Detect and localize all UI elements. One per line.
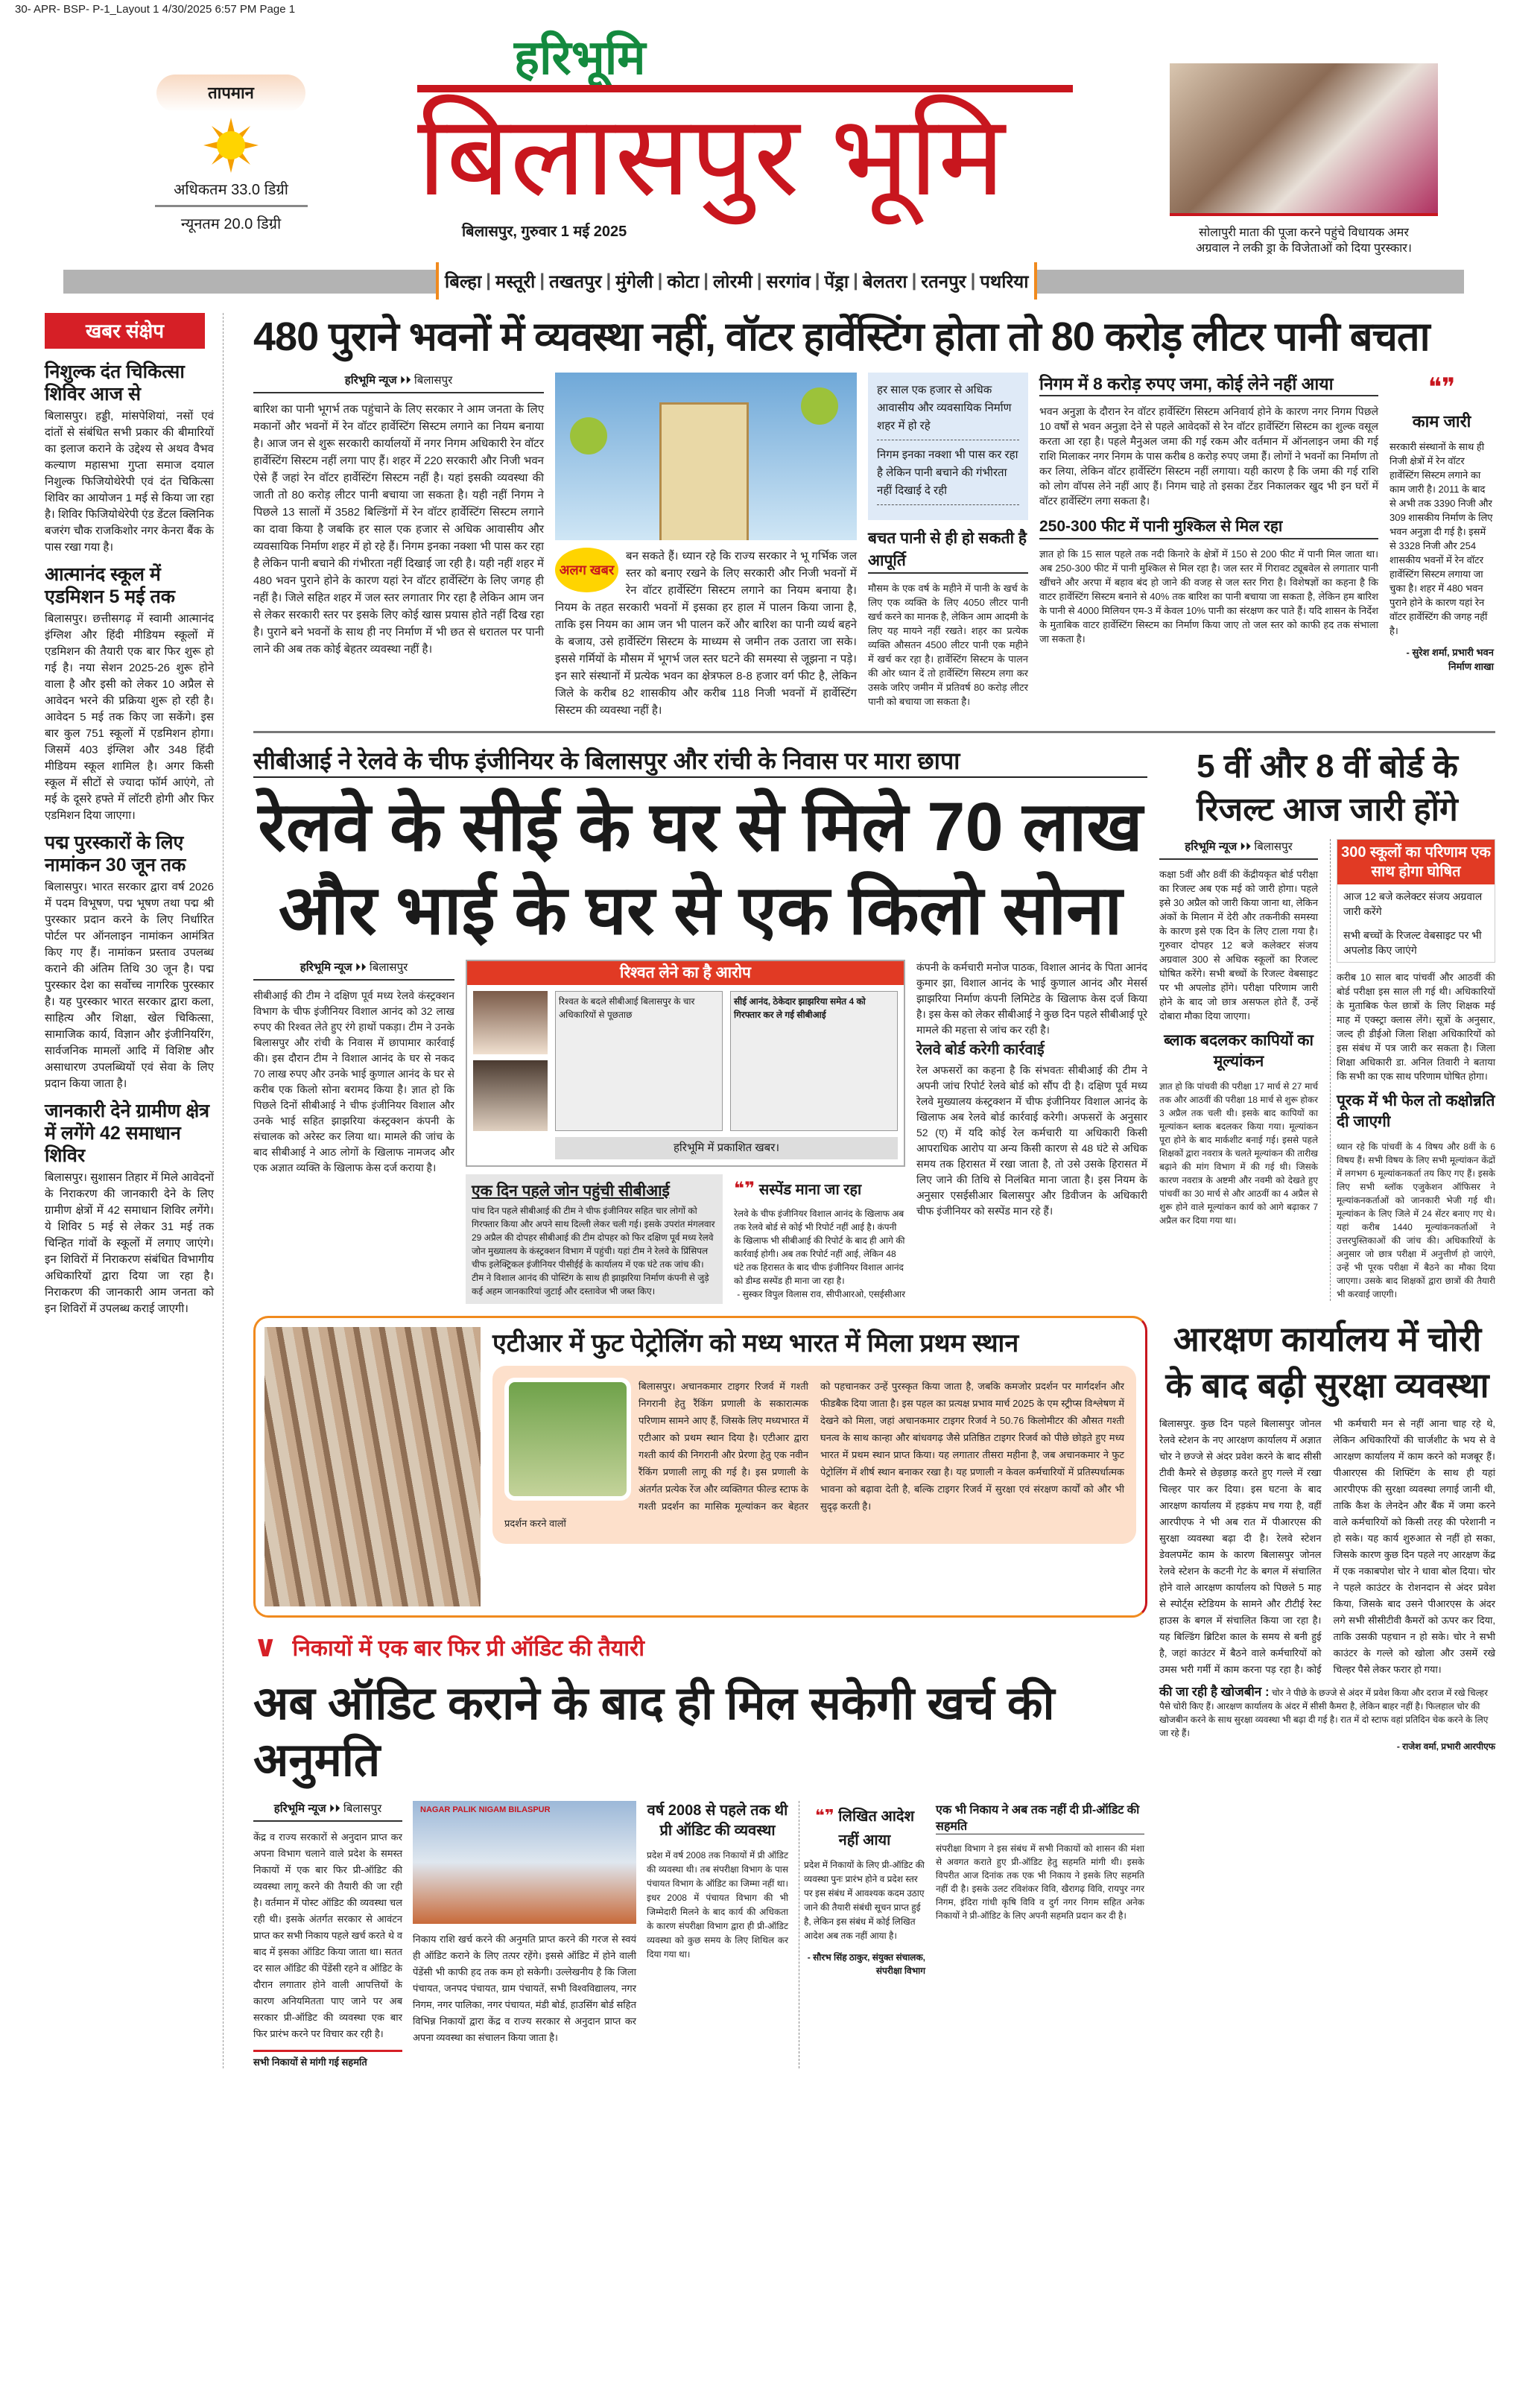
separator: |	[853, 270, 858, 291]
quote-signature: - सुस्कर विपुल विलास राव, सीपीआरओ, एसईसीआर	[737, 1289, 905, 1299]
separator: |	[657, 270, 663, 291]
byline-source: हरिभूमि न्यूज	[1185, 840, 1238, 853]
quote-text: सरकारी संस्थानों के साथ ही निजी क्षेत्रों में रेन वॉटर हार्वेस्टिंग सिस्टम लगाने का काम जारी है। 2011 के बाद से अभी तक 3390 निजी और 309 शासकीय निर्माण के लिए भवन अनुज्ञा दी गई है। इसमें से 3328 निजी और 254 शासकीय भवनों में रेन वॉटर हार्वेस्टिंग सिस्टम लगाया जा चुका है। शहर में 480 भवन पुराने होने के कारण यहां रेन वॉटर हार्वेस्टिंग की जगह नहीं है।	[1390, 441, 1493, 636]
town-link[interactable]: सरगांव	[766, 271, 811, 292]
story-box	[492, 1366, 1136, 1544]
story-column	[936, 1801, 1144, 2068]
story-column	[1330, 839, 1495, 1301]
sun-icon	[203, 118, 259, 173]
box-title: रिश्वत लेने का है आरोप	[467, 961, 904, 985]
brief-title: पद्म पुरस्कारों के लिए नामांकन 30 जून तक	[45, 832, 186, 875]
article-text: सीबीआई की टीम ने दक्षिण पूर्व मध्य रेलवे कंस्ट्रक्शन विभाग के चीफ इंजीनियर विशाल आनंद को 32 लाख रुपए की रिश्वत लेते हुए रंगे हाथों पकड़ा। टीम ने उनके बिलासपुर और रांची के निवास में छापामार कार्रवाई की। इस दौरान टीम ने विशाल आनंद के घर से नकद 70 लाख रुपए और उनके भाई कुणाल आनंद के घर से करीब एक किलो सोना बरामद किया है। ज्ञात हो कि पिछले दिनों सीबीआई ने चीफ इंजीनियर विशाल और उनके भाई सहित झाझरिया कंस्ट्रक्शन कंपनी के संचालक को अरेस्ट कर लिया था। मामले की जांच के बाद सीबीआई ने आठ लोगों के खिलाफ नामजद और एक अज्ञात व्यक्ति के खिलाफ केस दर्ज कराया है।	[253, 989, 454, 1174]
story-column	[413, 1801, 636, 2068]
subhead: वर्ष 2008 से पहले तक थी प्री ऑडिट की व्यवस्था	[647, 1802, 788, 1839]
headline-line: रेलवे के सीई के घर से मिले 70 लाख	[258, 789, 1143, 865]
quote-icon: ❝❞	[734, 1179, 755, 1199]
story-column	[253, 1801, 402, 2068]
article-text: रेल अफसरों का कहना है कि संभवतः सीबीआई की टीम ने अपनी जांच रिपोर्ट रेलवे बोर्ड को सौंप दी है। दक्षिण पूर्व मध्य रेलवे मुख्यालय कंस्ट्रक्शन में चीफ इंजीनियर विशाल आनंद के खिलाफ अब रेलवे बोर्ड कार्रवाई करेगी। अफसरों के अनुसार 52 (ए) में यदि कोई रेल कर्मचारी या अधिकारी किसी आपराधिक आरोप या अन्य किसी कारण से 48 घंटे से अधिक समय तक हिरासत में रखा जाता है, तो उसे उसके हिरासत में लिए जाने की तिथि से निलंबित माना जाता है। इस नियम के अनुसार एसईसीआर बिलासपुर और डिवीजन के अधिकारी चीफ इंजीनियर को सस्पेंड मान रहे हैं।	[916, 1064, 1147, 1217]
story-column	[1039, 373, 1378, 719]
masthead	[417, 30, 1118, 241]
forest-patrol-photo	[264, 1327, 481, 1606]
quote-title	[804, 1801, 925, 1851]
article-block	[555, 548, 857, 719]
quote-title: की जा रही है खोजबीन :	[1159, 1685, 1270, 1699]
subhead: निगम में 8 करोड़ रुपए जमा, कोई लेने नहीं आया	[1039, 373, 1378, 396]
story-columns	[1159, 839, 1495, 1301]
quote-box	[1159, 1685, 1495, 1753]
brief-title: निशुल्क दंत चिकित्सा शिविर आज से	[45, 361, 185, 405]
cbi-story	[253, 745, 1147, 1304]
town-link[interactable]: लोरमी	[713, 271, 752, 292]
brand-logo: हरिभूमि	[514, 31, 646, 84]
story-columns	[253, 1801, 1147, 2068]
edition-date: बिलासपुर, गुरुवार 1 मई 2025	[462, 224, 627, 240]
lower-left	[253, 1316, 1147, 2068]
article-text: केंद्र व राज्य सरकारों से अनुदान प्राप्त कर अपना विभाग चलाने वाले प्रदेश के समस्त निकायों में एक बार फिर प्री-ऑडिट की व्यवस्था लागू करने की तैयारी की जा रही है। वर्तमान में पोस्ट ऑडिट की व्यवस्था चल रही थी। इसके अंतर्गत सरकार से आवंटन प्राप्त कर सभी निकाय पहले खर्च करते थे व बाद में इसका ऑडिट किया जाता था। सतत दर साल ऑडिट की पेंडेंसी रहने व ऑडिट के दौरान लगातार होने वाली आपत्तियों के कारण अनियमितता पाए जाने पर अब सरकार प्री-ऑडिट की व्यवस्था एक बार फिर प्रारंभ करने पर विचार कर रही है।	[253, 1831, 402, 2039]
subhead: पूरक में भी फेल तो कक्षोन्नति दी जाएगी	[1337, 1092, 1495, 1130]
front-photo-block	[1170, 63, 1438, 256]
highlights-box	[868, 373, 1028, 520]
article-text: बारिश का पानी भूगर्भ तक पहुंचाने के लिए सरकार ने आम जनता के लिए मकानों और भवनों में रेन वॉटर हार्वेस्टिंग सिस्टम लगाने का नियम बनाया है। आज जन से शुरू सरकारी कार्यालयों में नगर निगम अधिकारी रेन वॉटर हार्वेस्टिंग सिस्टम नहीं लगा पाए हैं। शहर में 220 सरकारी और निजी भवन ऐसे हैं जहां रेन वॉटर हार्वेस्टिंग सिस्टम नहीं है। यहां इसकी व्यवस्था की जाती तो 80 करोड़ लीटर पानी बचाया जा सकता है। यही नहीं निगम ने पिछले 13 सालों में 3582 बिल्डिंगों में रेन वॉटर हार्वेस्टिंग सिस्टम लगाने का दावा किया है जबकि हर साल एक हजार से अधिक आवासीय और व्यवसायिक निर्माण शहर में हो रहे हैं। निगम इनका नक्शा भी पास कर रहा है लेकिन पानी बचाने की गंभीरता नहीं दिखाई जा रही है। यही नहीं शहर में 480 भवन पुराने होने के कारण यहां रेन वॉटर हार्वेस्टिंग के लिए जगह ही नहीं है। जिले सहित शहर में जल स्तर लगातार गिर रहा है लेकिन आम जन से लेकर सरकारी स्तर पर इसके लिए कोई खास प्रयास होते नहीं दिख रहा है। पुराने बने भवनों के साथ ही नए निर्माण में भी छत से धरातल पर पानी लाने की अब तक कोई बेहतर व्यवस्था नहीं है।	[253, 403, 544, 656]
highlights-box	[1337, 839, 1495, 963]
article-text: कंपनी के कर्मचारी मनोज पाठक, विशाल आनंद के पिता आनंद कुमार झा, विशाल आनंद के भाई कुणाल आनंद और मेसर्स झाझरिया निर्माण कंपनी लिमिटेड के खिलाफ केस दर्ज किया है। इस केस को लेकर सीबीआई ने कुछ दिन पहले सीबीआई पूरे मामले की महत्ता से जांच कर रही है।	[916, 961, 1147, 1036]
article-text: संपरीक्षा विभाग ने इस संबंध में सभी निकायों को शासन की मंशा से अवगत कराते हुए प्री-ऑडिट हेतु सहमति मांगी थी। इसके विपरीत आज दिनांक तक एक भी निकाय ने इसके लिए सहमति नहीं दी है। इसके उलट रविशंकर विवि, खैरागढ़ विवि, रायपुर नगर निगम, इंदिरा गांधी कृषि विवि व दुर्ग नगर निगम सहित अनेक निकायों ने प्री-ऑडिट के लिए अपनी सहमति प्रदान कर दी है।	[936, 1843, 1144, 1921]
brief-title: आत्मानंद स्कूल में एडमिशन 5 मई तक	[45, 564, 175, 607]
headline	[253, 785, 1147, 952]
building-sign: NAGAR PALIK NIGAM BILASPUR	[420, 1805, 551, 1814]
quote-box	[734, 1174, 905, 1304]
town-link[interactable]: मुंगेली	[615, 271, 653, 292]
news-clipping: रिश्वत के बदले सीबीआई बिलासपुर के चार अधिकारियों से पूछताछ	[555, 991, 723, 1131]
weather-title: तापमान	[156, 75, 305, 112]
quote-signature: - सौरभ सिंह ठाकुर, संयुक्त संचालक, संपरीक्षा विभाग	[807, 1952, 925, 1976]
article-text: ज्ञात हो कि पांचवी की परीक्षा 17 मार्च से 27 मार्च तक और आठवीं की परीक्षा 18 मार्च से शुरू होकर 3 अप्रैल तक चली थी। इसके बाद कापियों का मूल्यांकन ब्लाक बदलकर किया गया। मूल्यांकन पूरा होने के बाद मार्कशीट बनाई गई। इससे पहले शिक्षकों द्वारा नवरात्र के चलते मूल्यांकन की तारीख बढ़ाने की मांग विभाग में की गई थी। जिसके कारण नवरात्र के अष्टमी और नवमी को देखते हुए पांचवीं का 30 मार्च से और आठवीं का 4 अप्रैल से शुरू होने वाले मूल्यांकन कार्य को आगे बढ़ाकर 7 अप्रैल कर दिया गया था।	[1159, 1081, 1318, 1226]
lead-headline: 480 पुराने भवनों में व्यवस्था नहीं, वॉटर हार्वेस्टिंग होता तो 80 करोड़ लीटर पानी बचता	[253, 314, 1430, 359]
town-link[interactable]: बिल्हा	[445, 271, 482, 292]
kicker: निकायों में एक बार फिर प्री ऑडिट की तैयारी	[292, 1635, 645, 1661]
badge: अलग खबर	[555, 548, 618, 592]
clipping-caption: हरिभूमि में प्रकाशित खबर।	[555, 1137, 898, 1159]
front-photo	[1170, 63, 1438, 216]
box-title: 300 स्कूलों का परिणाम एक साथ होगा घोषित	[1337, 840, 1495, 884]
byline-place: बिलासपुर	[343, 1802, 382, 1815]
article-text: बन सकते हैं। ध्यान रहे कि राज्य सरकार ने भू गर्भिक जल स्तर को बनाए रखने के लिए सरकारी और निजी भवनों में रेन वॉटर हार्वेस्टिंग सिस्टम लगाने का नियम बनाया है। नियम के तहत सरकारी भवनों में इसका हर हाल में पालन किया जाना है, ताकि इस नियम का आम जन भी पालन करें और बारिश का पानी व्यर्थ बहने के बजाय, उसे हार्वेस्टिंग सिस्टम के माध्यम से जमीन तक उतारा जा सके। इससे गर्मियों के मौसम में भूगर्भ जल स्तर घटने की समस्या से जूझना न पड़े। इन सारे संस्थानों में प्रत्येक भवन का क्षेत्रफल 8-8 हजार वर्ग फीट है, लेकिन जिले के करीब 82 शासकीय और करीब 118 निजी भवनों में हार्वेस्टिंग सिस्टम की व्यवस्था नहीं है।	[555, 550, 857, 717]
weather-box	[153, 75, 309, 233]
max-temperature: अधिकतम 33.0 डिग्री	[174, 182, 288, 198]
separator: |	[703, 270, 709, 291]
reserve-gate-photo	[504, 1378, 631, 1501]
separator: |	[911, 270, 917, 291]
building-illustration	[555, 373, 857, 540]
story-column	[1159, 839, 1318, 1301]
byline: हरिभूमि न्यूज ⏵⏵ बिलासपुर	[1159, 839, 1318, 860]
article-text: बिलासपुर। अचानकमार टाइगर रिजर्व में गश्ती निगरानी हेतु रैंकिंग प्रणाली के सकारात्मक परिणाम सामने आए हैं, जिसके लिए मध्यभारत में एटीआर को प्रथम स्थान दिया है। एटीआर द्वारा गश्ती कार्य की निगरानी और प्रेरणा हेतु एक नवीन रैंकिंग प्रणाली लागू की गई है। इस प्रणाली के अंतर्गत प्रत्येक रेंज और व्यक्तिगत फील्ड स्टाफ के गश्ती प्रदर्शन का मासिक मूल्यांकन कर बेहतर प्रदर्शन करने वालों	[504, 1381, 808, 1529]
quote-icon: ❝❞	[814, 1806, 834, 1825]
quote-text: चोर ने पीछे के छज्जे से अंदर में प्रवेश किया और दराज में रखे चिल्हर पैसे चोरी किए हैं। आरक्षण कार्यालय के अंदर में सीसी कैमरा है, लेकिन बाहर नहीं है। फिलहाल चोर की खोजबीन करने के साथ सुरक्षा व्यवस्था भी बढ़ा दी गई है। रात में दो स्टाफ वहां प्रतिदिन चेक करने के लिए जा रहे हैं।	[1159, 1688, 1489, 1738]
byline-source: हरिभूमि न्यूज	[300, 961, 352, 974]
page-body	[0, 305, 1540, 2098]
article-text: मौसम के एक वर्ष के महीने में पानी के खर्च के लिए एक व्यक्ति के लिए 4050 लीटर पानी खर्च करने का मानक है, लेकिन आम आदमी के लिए यह मायने नहीं रखते। शहर का प्रत्येक व्यक्ति औसतन 4500 लीटर पानी एक महीने में खर्च कर रहा है। हार्वेस्टिंग सिस्टम के पालन की ओर ध्यान दें तो हार्वेस्टिंग सिस्टम लगा कर उसके जरिए जमीन में प्रतिवर्ष 80 करोड़ लीटर पानी को बचाया जा सकता है।	[868, 583, 1028, 707]
lower-row	[253, 1316, 1495, 2068]
town-link[interactable]: रतनपुर	[921, 271, 966, 292]
brief-text: बिलासपुर। सुशासन तिहार में मिले आवेदनों के निराकरण की जानकारी देने के लिए ग्रामीण क्षेत्रों में 42 समाधान शिविर लगेंगे। ये शिविर 5 मई से लेकर 31 मई तक चिन्हित गांवों के स्कूलों में लगाए जाएंगे। इन शिविरों में निराकरण संबंधित विभागीय अधिकारियों द्वारा दिया जा रहा है। निराकरण की जानकारी आम जनता को इन शिविरों में उपलब्ध कराई जाएगी।	[45, 1171, 214, 1315]
quote-title: सस्पेंड माना जा रहा	[758, 1182, 862, 1198]
pull-point: सभी निकायों से मांगी गई सहमति	[253, 2050, 402, 2068]
photo-caption: सोलापुरी माता की पूजा करने पहुंचे विधायक अमर अग्रवाल ने लकी ड्रा के विजेताओं को दिया पुरस्कार।	[1196, 227, 1412, 255]
highlight-item: आज 12 बजे कलेक्टर संजय अग्रवाल जारी करेंगे	[1343, 890, 1483, 917]
story-column	[647, 1801, 788, 2068]
brief-title: जानकारी देने ग्रामीण क्षेत्र में लगेंगे 42 समाधान शिविर	[45, 1101, 210, 1166]
clipping-box	[466, 960, 905, 1167]
separator: |	[539, 270, 545, 291]
headline: अब ऑडिट कराने के बाद ही मिल सकेगी खर्च की अनुमति	[253, 1678, 1055, 1786]
article-text: ज्ञात हो कि 15 साल पहले तक नदी किनारे के क्षेत्रों में 150 से 200 फीट में पानी मिल जाता था। अब 250-300 फीट में पानी मुश्किल से मिल रहा है। जल स्तर में गिरावट ट्यूबवेल से लगातार पानी खींचने और अरपा में बहाव बंद हो जाने की वजह से जल स्तर गिरा है। विशेषज्ञों का कहना है कि वाटर हार्वेस्टिंग सिस्टम बनाने से 40% तक बारिश का पानी बचाया जा सकता है, लेकिन हम बारिश के पानी से 4000 मिलियन एम-3 में केवल 10% पानी का संरक्षण कर पाते हैं। यदि शासन के निर्देश के मुताबिक वाटर हार्वेस्टिंग सिस्टम का निर्माण किया जाए तो जल स्तर को काफी हद तक संभाला जा सकता है।	[1039, 548, 1378, 645]
quote-text: रेलवे के चीफ इंजीनियर विशाल आनंद के खिलाफ अब तक रेलवे बोर्ड से कोई भी रिपोर्ट नहीं आई है। कंपनी के खिलाफ भी सीबीआई की रिपोर्ट के बाद ही आगे की कार्रवाई होगी। अब तक रिपोर्ट नहीं आई, लेकिन 48 घंटे तक हिरासत के बाद चीफ इंजीनियर विशाल आनंद को डीम्ड सस्पेंड ही माना जा रहा है।	[734, 1209, 905, 1286]
byline: हरिभूमि न्यूज ⏵⏵ बिलासपुर	[253, 960, 454, 981]
headline-line: और भाई के घर से एक किलो सोना	[278, 873, 1123, 949]
article-text: करीब 10 साल बाद पांचवीं और आठवीं की बोर्ड परीक्षा इस साल ली गई थी। अधिकारियों के मुताबिक फेल छात्रों के लिए शिक्षक मई माह में एक्स्ट्रा क्लास लेंगे। सूत्रों के अनुसार, जल्द ही डीईओ जिला शिक्षा अधिकारियों को इस संबंध में पत्र जारी कर सकता है। जिला शिक्षा अधिकारी डा. अनिल तिवारी ने बताया कि सभी का एक साथ परिणाम घोषित होगा।	[1337, 972, 1495, 1082]
story-frame	[253, 1316, 1147, 1618]
article-text: ध्यान रहे कि पांचवीं के 4 विषय और 8वीं के 6 विषय हैं। सभी विषय के लिए सभी मूल्यांकन केंद्रों में लगभग 6 मूल्यांकनकर्ता तय किए गए हैं। इसके लिए सभी ब्लॉक एजुकेशन ऑफिसर ने मूल्यांकनकर्ताओं को जानकारी भेजी गई थी। मूल्यांकन के लिए जिले में 24 सेंटर बनाए गए थे। यहां करीब 1440 मूल्यांकनकर्ताओं ने उत्तरपुस्तिकाओं की जांच की। अधिकारियों के अनुसार जो छात्र परीक्षा में अनुत्तीर्ण हो जाएंगे, उन्हें भी पूरक परीक्षा में बैठने का मौका दिया जाएगा। उसके बाद शिक्षकों द्वारा छात्रों की तैयारी भी करवाई जाएगी।	[1337, 1141, 1495, 1299]
quote-title: काम जारी	[1412, 412, 1471, 431]
article-text: प्रदेश में वर्ष 2008 तक निकायों में प्री ऑडिट की व्यवस्था थी। तब संपरीक्षा विभाग के पास पंचायत विभाग के ऑडिट का जिम्मा नहीं था। इधर 2008 में पंचायत विभाग की भी जिम्मेदारी मिलने के बाद कार्य की अधिकता के कारण संपरीक्षा विभाग द्वारा ही प्री-ऑडिट व्यवस्था को कुछ समय के लिए शिथिल कर दिया गया था।	[647, 1850, 788, 1960]
masthead-title: बिलासपुर भूमि	[417, 93, 1005, 218]
article-text: कक्षा 5वीं और 8वीं की केंद्रीयकृत बोर्ड परीक्षा का रिजल्ट अब एक मई को जारी होगा। पहले इसे 30 अप्रैल को जारी किया जाना था, लेकिन अंकों के मिलान में देरी और तकनीकी समस्या के कारण इसे एक दिन के लिए टाला गया है। गुरुवार दोपहर 12 बजे कलेक्टर संजय अग्रवाल 300 से अधिक स्कूलों का रिजल्ट घोषित करेंगे। सभी बच्चों के रिजल्ट वेबसाइट पर भी अपलोड होंगे। परीक्षा परिणाम जारी होने के बाद जो छात्र असफल होते हैं, उन्हें दोबारा मौका दिया जाएगा।	[1159, 869, 1318, 1022]
headline: एटीआर में फुट पेट्रोलिंग को मध्य भारत में मिला प्रथम स्थान	[492, 1329, 1019, 1358]
main-content	[253, 313, 1495, 2068]
print-slug: 30- APR- BSP- P-1_Layout 1 4/30/2025 6:57 PM Page 1	[15, 3, 296, 16]
town-link[interactable]: तखतपुर	[549, 271, 602, 292]
story-column	[868, 373, 1028, 719]
byline-place: बिलासपुर	[1254, 840, 1293, 853]
town-nav	[436, 262, 1037, 300]
byline-place: बिलासपुर	[369, 961, 408, 974]
sidebar-text: पांच दिन पहले सीबीआई की टीम ने चीफ इंजीनियर सहित चार लोगों को गिरफ्तार किया और अपने साथ दिल्ली लेकर चली गई। इसके उपरांत मंगलवार 29 अप्रैल की दोपहर सीबीआई की टीम दोपहर को फिर दक्षिण पूर्व मध्य रेलवे जोन मुख्यालय के कंस्ट्रक्शन विभाग में पहुंची। यहां टीम ने रेलवे के प्रिंसिपल चीफ इलेक्ट्रिकल इंजीनियर पीसीईई के कार्यालय में एक घंटे तक जांच की। टीम ने विशाल आनंद की पोस्टिंग के साथ ही झाझरिया निर्माण कंपनी से जुड़े कई अहम जानकारियां जुटाई और दस्तावेज भी जब्त किए।	[472, 1206, 715, 1296]
headline: आरक्षण कार्यालय में चोरी के बाद बढ़ी सुरक्षा व्यवस्था	[1165, 1320, 1489, 1405]
story-column	[253, 960, 454, 1304]
quote-box	[1390, 373, 1494, 719]
brief-text: बिलासपुर। छत्तीसगढ़ में स्वामी आत्मानंद इंग्लिश और हिंदी मीडियम स्कूलों में एडमिशन की तैयारी एक बार फिर शुरू हो गई है। नया सेशन 2025-26 शुरू होने वाला है और इसी को लेकर 10 अप्रैल से आवेदन भरने की प्रक्रिया शुरू हो रही है। आवेदन 5 मई तक किए जा सकेंगे। इस बार कुल 751 स्कूलों में एडमिशन होगा। जिसमें 403 इंग्लिश और 348 हिंदी मीडियम स्कूल शामिल है। अगर किसी स्कूल में सीटों से ज्यादा फॉर्म आएंगे, तो मई के दूसरे हफ्ते में लॉटरी होगी और फिर एडमिशन दिया जाएगा।	[45, 612, 214, 822]
article-block	[504, 1378, 808, 1532]
sidebar-title: एक दिन पहले जोन पहुंची सीबीआई	[472, 1182, 670, 1200]
town-link[interactable]: बेलतरा	[862, 271, 907, 292]
section-rule	[253, 731, 1495, 733]
quote-signature: - राजेश वर्मा, प्रभारी आरपीएफ	[1396, 1741, 1495, 1752]
cbi-and-results-row	[253, 745, 1495, 1304]
byline: हरिभूमि न्यूज ⏵⏵ बिलासपुर	[253, 373, 544, 393]
byline-source: हरिभूमि न्यूज	[273, 1802, 326, 1815]
quote-title-text: लिखित आदेश नहीं आया	[838, 1808, 915, 1849]
separator: |	[814, 270, 820, 291]
story-column	[555, 373, 857, 719]
results-story	[1159, 745, 1495, 1304]
town-link[interactable]: पथरिया	[980, 271, 1029, 292]
article-text: भवन अनुज्ञा के दौरान रेन वॉटर हार्वेस्टिंग सिस्टम अनिवार्य होने के कारण नगर निगम पिछले 10 वर्षों से भवन अनुज्ञा देने से पहले आवेदकों से रेन वॉटर हार्वेस्टिंग सिस्टम का शुल्क वसूल करता आ रहा है। पहले मैनुअल जमा की गई रकम और वर्तमान में ऑनलाइन जमा की गई राशि मिलाकर नगर निगम के पास करीब 8 करोड़ रुपए जमा हैं। लोगों ने भवनों का निर्माण तो कर लिया, लेकिन वॉटर हार्वेस्टिंग सिस्टम नहीं लगाया। यही कारण है कि जमा की गई राशि को लोग वॉपस लेने नहीं आए हैं। निगम चाहे तो इसका टेंडर निकालकर खुद भी इन घरों में वॉटर हार्वेस्टिंग लगा सकता है।	[1039, 405, 1378, 507]
separator: |	[970, 270, 976, 291]
sidebar-box	[466, 1174, 723, 1304]
subhead: एक भी निकाय ने अब तक नहीं दी प्री-ऑडिट की सहमति	[936, 1801, 1144, 1834]
subhead: बचत पानी से ही हो सकती है आपूर्ति	[868, 528, 1028, 574]
kicker: सीबीआई ने रेलवे के चीफ इंजीनियर के बिलासपुर और रांची के निवास पर मारा छापा	[253, 745, 1147, 778]
portrait-photo	[473, 1060, 548, 1131]
chevron-down-icon: ∨	[253, 1630, 278, 1663]
separator: |	[756, 270, 762, 291]
town-link[interactable]: पेंड्रा	[824, 271, 849, 292]
story-column	[253, 373, 544, 719]
article-text: निकाय राशि खर्च करने की अनुमति प्राप्त करने की गरज से स्वयं ही ऑडिट कराने के लिए तत्पर रहेंगे। इससे ऑडिट में होने वाली पेंडेंसी भी काफी हद तक कम हो सकेगी। उल्लेखनीय है कि जिला पंचायत, जनपद पंचायत, ग्राम पंचायतें, सभी विश्वविद्यालय, नगर निगम, नगर पालिका, नगर पंचायत, मंडी बोर्ड, हाउसिंग बोर्ड सहित विभिन्न निकायों द्वारा केंद्र व राज्य सरकार से अनुदान प्राप्त कर अपना व्यवस्था का संचालन किया जाता है।	[413, 1934, 636, 2043]
brief-text: बिलासपुर। भारत सरकार द्वारा वर्ष 2026 में पदम विभूषण, पद्म भूषण तथा पद्म श्री पुरस्कार प्रदान करने के लिए निर्धारित पोर्टल पर ऑनलाइन नामांकन आमंत्रित किए गए हैं। नामांकन प्रस्ताव उपलब्ध कराने की अंतिम तिथि 30 जून है। पद्म पुरस्कार देश का सर्वोच्च नागरिक पुरस्कार है। यह पुरस्कार भारत सरकार द्वारा कला, साहित्य और शिक्षा, खेल चिकित्सा, सामाजिक कार्य, विज्ञान और इंजीनियरिंग, सार्वजनिक मामलों आदि में विशिष्ट और असाधारण उपलब्धियों एवं सेवा के लिए प्रदान किया जाता है।	[45, 881, 214, 1090]
separator: |	[606, 270, 612, 291]
story-columns	[253, 960, 1147, 1304]
subhead: रेलवे बोर्ड करेगी कार्रवाई	[916, 1042, 1045, 1058]
subhead: 250-300 फीट में पानी मुश्किल से मिल रहा	[1039, 516, 1378, 539]
clipping-row	[467, 985, 904, 1137]
quote-signature: - सुरेश शर्मा, प्रभारी भवन निर्माण शाखा	[1406, 647, 1494, 672]
masthead-bar	[417, 85, 1073, 92]
highlight-item: हर साल एक हजार से अधिक आवासीय और व्यवसायिक निर्माण शहर में हो रहे	[877, 381, 1019, 440]
quote-text: प्रदेश में निकायों के लिए प्री-ऑडिट की व्यवस्था पुनः प्रारंभ होने व प्रदेश स्तर पर इस संबंध में आवश्यक कदम उठाए जाने की तैयारी संबंधी सूचन प्राप्त हुई है, लेकिन इस संबंध में कोई लिखित आदेश अब तक नहीं आया है।	[804, 1860, 925, 1941]
highlight-item: निगम इनका नक्शा भी पास कर रहा है लेकिन पानी बचाने की गंभीरता नहीं दिखाई दे रही	[877, 446, 1019, 505]
portraits	[473, 991, 548, 1131]
municipal-building-photo	[413, 1801, 636, 1924]
briefs-tag: खबर संक्षेप	[45, 313, 205, 349]
page-header	[0, 0, 1540, 305]
byline-place: बिलासपुर	[413, 374, 453, 387]
brief-text: बिलासपुर। हड्डी, मांसपेशियां, नसों एवं दांतों से संबंधित सभी प्रकार की बीमारियों का इलाज कराने के उद्देश्य से अथव वैभव कल्याण महासभा गुप्ता समाज दयाल निशुल्क फिजियोथेरेपी एवं दंत चिकित्सा शिविर का आयोजन 1 मई से किया जा रहा है। शिविर फिजियोथेरेपी एंड डेंटल क्लिनिक बजरंग चौक राजकिशोर नगर केनरा बैंक के पास रखा गया है।	[45, 410, 214, 554]
story-column	[466, 960, 905, 1304]
news-clipping: सीई आनंद, ठेकेदार झाझरिया समेत 4 को गिरफ्तार कर ले गई सीबीआई	[730, 991, 898, 1131]
highlight-item: सभी बच्चों के रिजल्ट वेबसाइट पर भी अपलोड किए जाएंगे	[1343, 929, 1482, 956]
headline: 5 वीं और 8 वीं बोर्ड के रिजल्ट आज जारी होंगे	[1197, 748, 1458, 828]
quote-box	[799, 1801, 925, 2068]
reservation-story	[1159, 1316, 1495, 2068]
portrait-photo	[473, 991, 548, 1054]
divider	[155, 205, 308, 207]
briefs-column	[45, 313, 224, 2068]
town-link[interactable]: कोटा	[667, 271, 700, 292]
water-story	[253, 373, 1495, 719]
article-text: बिलासपुर. कुछ दिन पहले बिलासपुर जोनल रेलवे स्टेशन के नए आरक्षण कार्यालय में अज्ञात चोर ने छज्जे से अंदर प्रवेश करने के बाद सीसी टीवी कैमरे से छेड़छाड़ करते हुए गल्ले में रखा चिल्हर पार कर दिया। इस घटना के बाद आरक्षण कार्यालय में हड़कंप मच गया है, वहीं आरपीएफ ने भी अब रात में पीआरएस की सुरक्षा व्यवस्था बढ़ा दी है। रेलवे स्टेशन डेवलपमेंट काम के कारण बिलासपुर जोनल रेलवे स्टेशन के कटनी गेट के बगल में संचालित होने वाले आरक्षण कार्यालय को पिछले 5 माह से स्पोर्ट्स स्टेडियम के सामने और टीटीई रेस्ट हाउस के बगल में संचालित किया जा रहा है। यह बिल्डिंग ब्रिटिश काल के समय से बनी हुई है, जहां काउंटर में बैठने वाले कर्मचारियों को उमस भरी गर्मी में काम करना पड़ रहा है। कोई भी कर्मचारी मन से नहीं आना चाह रहे थे, लेकिन अधिकारियों की चार्जशीट के भय से वे आरक्षण कार्यालय में काम करने को मजबूर हैं। पीआरएस की शिफ्टिंग के साथ ही यहां आरपीएफ की सुरक्षा व्यवस्था लगाई जानी थी, ताकि कैश के लेनदेन और बैंक में जमा करने वाले कर्मचारियों को किसी तरह की परेशानी न हो सके। यह कार्य शुरुआत से नहीं हो सका, जिसके कारण कुछ दिन पहले नए आरक्षण केंद्र में एक नकाबपोश चोर ने धावा बोल दिया। चोर ने पहले काउंटर के रोशनदान से अंदर प्रवेश किया, जिसके बाद उसने पीआरएस के अंदर लगे सभी सीसीटीवी कैमरों को ऊपर कर दिया, ताकि उसकी पहचान न हो सके। चोर ने सभी काउंटर के गल्ले को खोला और उसमें रखे चिल्हर पैसे लेकर फरार हो गया।	[1159, 1418, 1495, 1675]
separator: |	[486, 270, 491, 291]
kicker-row	[253, 1630, 1147, 1664]
sidebar-row	[466, 1174, 905, 1304]
town-link[interactable]: मस्तूरी	[495, 271, 536, 292]
article-text: को पहचानकर उन्हें पुरस्कृत किया जाता है, जबकि कमजोर प्रदर्शन पर मार्गदर्शन और फीडबैक दिया जाता है। इस पहल का प्रत्यक्ष प्रभाव मार्च 2025 के एम स्ट्रीप्स विश्लेषण में देखने को मिला, जहां अचानकमार टाइगर रिजर्व ने 50.76 किलोमीटर की औसत गश्ती घनत्व के साथ कान्हा और बांधवगढ़ जैसे प्रतिष्ठित टाइगर रिजर्व को पीछे छोड़ते हुए मध्य भारत में प्रथम स्थान प्राप्त किया। यह लगातार तीसरा महीना है, जब अचानकमार ने फुट पेट्रोलिंग में शीर्ष स्थान बनाकर रखा है। यह प्रणाली न केवल कर्मचारियों में प्रतिस्पर्धात्मक भावना को बढ़ावा देती है, बल्कि टाइगर रिजर्व में सुरक्षा एवं संरक्षण कार्यों को और भी सुदृढ़ करती है।	[820, 1381, 1124, 1512]
quote-icon: ❝❞	[1427, 373, 1456, 402]
article-column	[916, 960, 1147, 1304]
atr-story	[492, 1327, 1136, 1606]
byline-source: हरिभूमि न्यूज	[344, 374, 397, 387]
byline: हरिभूमि न्यूज ⏵⏵ बिलासपुर	[253, 1801, 402, 1822]
subhead: ब्लाक बदलकर कापियों का मूल्यांकन	[1164, 1032, 1314, 1070]
min-temperature: न्यूनतम 20.0 डिग्री	[180, 216, 282, 232]
